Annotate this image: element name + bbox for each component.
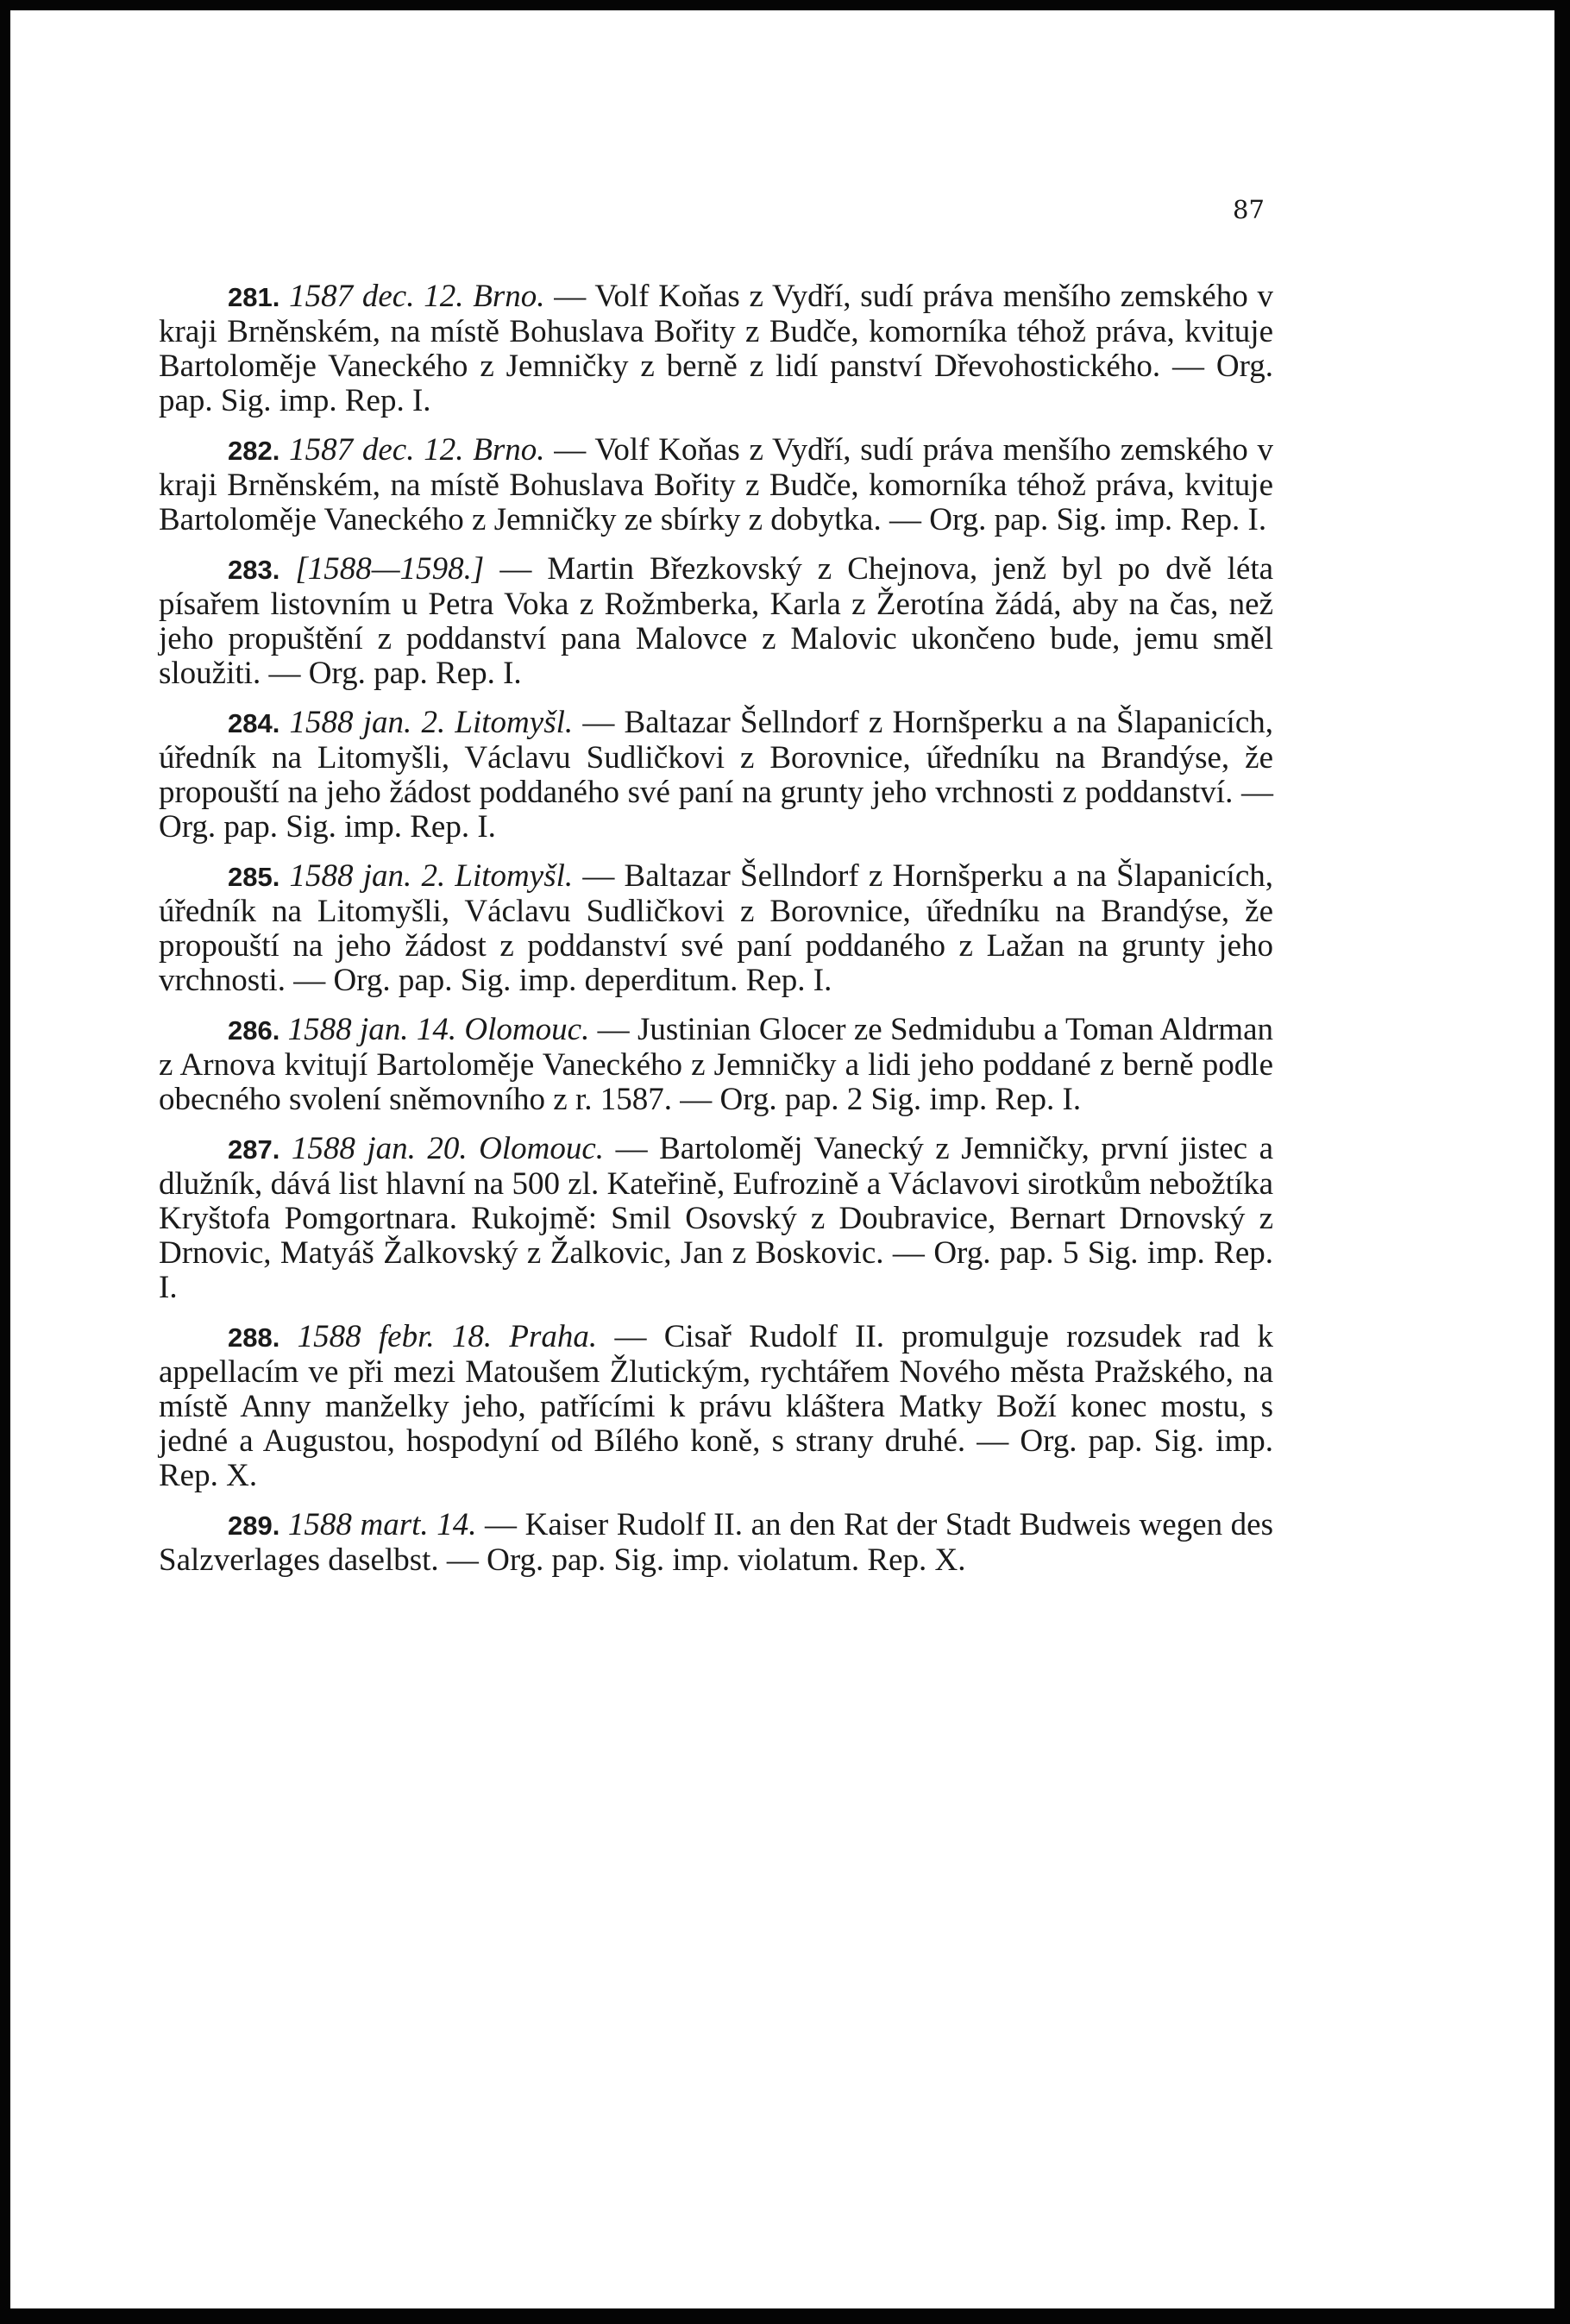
register-entry	[159, 433, 1273, 537]
entry-date: 1588 mart. 14.	[287, 1507, 477, 1542]
entry-date: 1588 jan. 2. Litomyšl.	[289, 705, 574, 740]
entry-date: 1588 jan. 14. Olomouc.	[287, 1012, 590, 1047]
register-entry	[159, 552, 1273, 691]
register-entry	[159, 1013, 1273, 1117]
register-entry	[159, 859, 1273, 998]
register-entry	[159, 1508, 1273, 1578]
document-page	[10, 10, 1554, 2308]
entry-date: 1587 dec. 12. Brno.	[289, 279, 545, 314]
entry-number: 287.	[228, 1134, 280, 1165]
entry-date: 1588 jan. 2. Litomyšl.	[289, 858, 574, 894]
entry-number: 282.	[228, 436, 280, 466]
entry-number: 281.	[228, 282, 280, 312]
entry-text: — Volf Koňas z Vydří, sudí práva menšího zemského v kraji Brněnském, na místě Bohuslava Bořity z Budče, komorníka téhož práva, kvituje Bartoloměje Vaneckého z Jemničky ze sbírky z dobytka. — Org. pap. Sig. imp. Rep. I.	[159, 432, 1273, 537]
register-entries	[159, 280, 1273, 1592]
entry-date: 1588 febr. 18. Praha.	[297, 1319, 598, 1354]
entry-date: 1587 dec. 12. Brno.	[289, 432, 545, 468]
entry-number: 289.	[228, 1511, 280, 1541]
register-entry	[159, 280, 1273, 418]
entry-text: — Martin Březkovský z Chejnova, jenž byl po dvě léta písařem listovním u Petra Voka z Rožmberka, Karla z Žerotína žádá, aby na čas, než jeho propuštění z poddanství pana Malovce z Malovic ukončeno bude, jemu směl sloužiti. — Org. pap. Rep. I.	[159, 551, 1274, 691]
page-number: 87	[1233, 195, 1265, 224]
entry-text: — Justinian Glocer ze Sedmidubu a Toman Aldrman z Arnova kvitují Bartoloměje Vaneckého z Jemničky a lidi jeho poddané z berně podle obecného svolení sněmovního z r. 1587. — Org. pap. 2 Sig. imp. Rep. I.	[159, 1012, 1274, 1117]
entry-number: 285.	[228, 862, 280, 892]
entry-text: — Baltazar Šellndorf z Hornšperku a na Šlapanicích, úředník na Litomyšli, Václavu Sudličkovi z Borovnice, úředníku na Brandýse, že propouští na jeho žádost poddaného své paní na grunty jeho vrchnosti z poddanství. — Org. pap. Sig. imp. Rep. I.	[159, 705, 1273, 845]
entry-text: — Bartoloměj Vanecký z Jemničky, první jistec a dlužník, dává list hlavní na 500 zl. Kateřině, Eufrozině a Václavovi sirotkům nebožtíka Kryštofa Pomgortnara. Rukojmě: Smil Osovský z Doubravice, Bernart Drnovský z Drnovic, Matyáš Žalkovský z Žalkovic, Jan z Boskovic. — Org. pap. 5 Sig. imp. Rep. I.	[159, 1131, 1273, 1305]
entry-number: 284.	[228, 708, 280, 738]
entry-number: 288.	[228, 1322, 280, 1353]
register-entry	[159, 706, 1273, 845]
entry-number: 283.	[228, 555, 280, 585]
register-entry	[159, 1320, 1273, 1493]
entry-number: 286.	[228, 1015, 280, 1046]
entry-text: — Kaiser Rudolf II. an den Rat der Stadt Budweis wegen des Salzverlages daselbst. — Org. pap. Sig. imp. violatum. Rep. X.	[159, 1507, 1274, 1578]
entry-date: [1588—1598.]	[295, 551, 485, 587]
entry-text: — Cisař Rudolf II. promulguje rozsudek rad k appellacím ve při mezi Matoušem Žlutickým, rychtářem Nového města Pražského, na místě Anny manželky jeho, patřícími k právu kláštera Matky Boží konec mostu, s jedné a Augustou, hospodyní od Bílého koně, s strany druhé. — Org. pap. Sig. imp. Rep. X.	[159, 1319, 1274, 1493]
entry-text: — Baltazar Šellndorf z Hornšperku a na Šlapanicích, úředník na Litomyšli, Václavu Sudličkovi z Borovnice, úředníku na Brandýse, že propouští na jeho žádost z poddanství své paní poddaného z Lažan na grunty jeho vrchnosti. — Org. pap. Sig. imp. deperditum. Rep. I.	[159, 858, 1273, 998]
entry-date: 1588 jan. 20. Olomouc.	[291, 1131, 605, 1166]
register-entry	[159, 1132, 1273, 1305]
entry-text: — Volf Koňas z Vydří, sudí práva menšího zemského v kraji Brněnském, na místě Bohuslava Bořity z Budče, komorníka téhož práva, kvituje Bartoloměje Vaneckého z Jemničky z berně z lidí panství Dřevohostického. — Org. pap. Sig. imp. Rep. I.	[159, 279, 1273, 418]
